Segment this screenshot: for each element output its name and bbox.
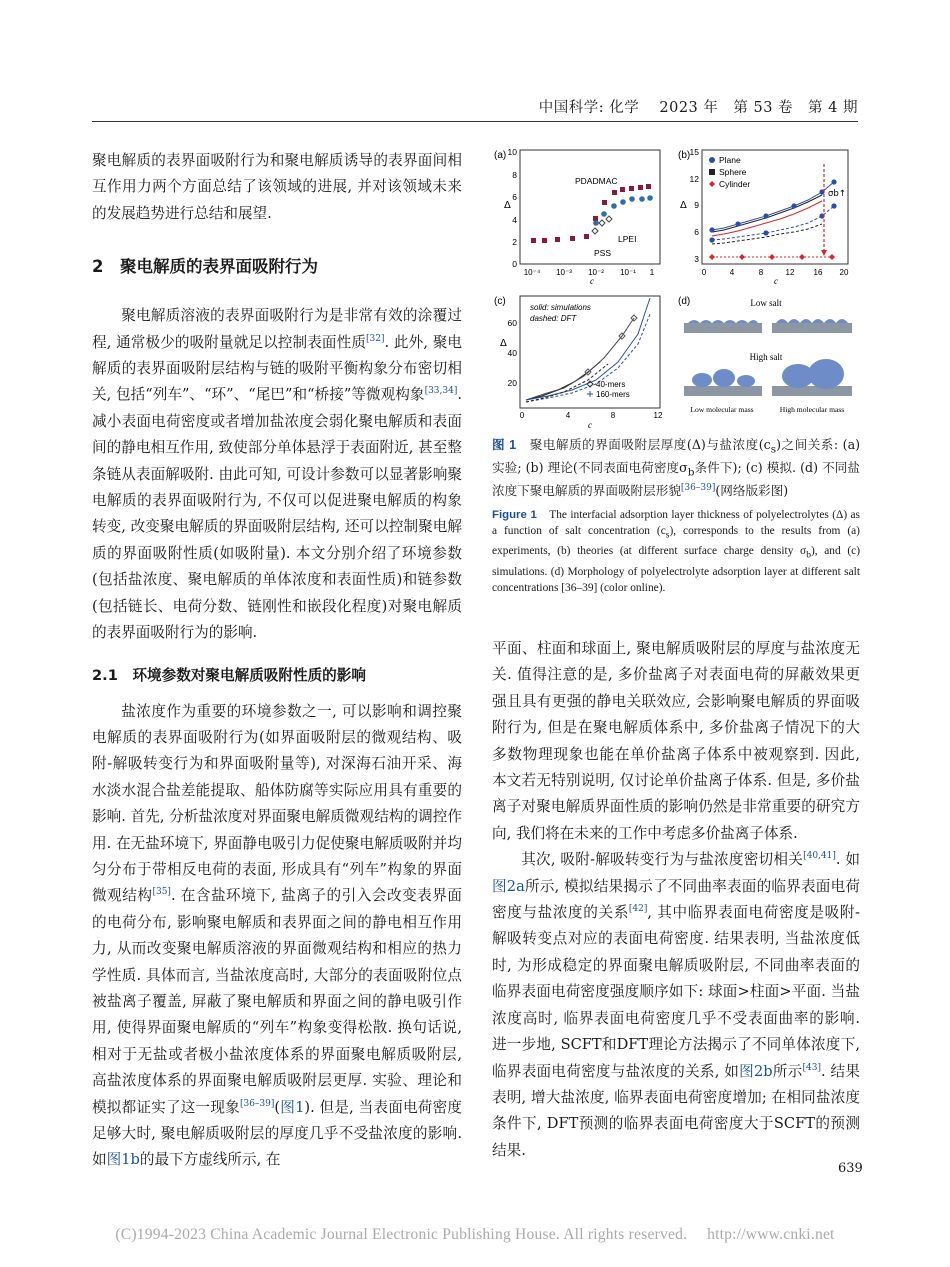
x-tick: 0 bbox=[519, 411, 525, 420]
substrate bbox=[684, 323, 762, 333]
data-point bbox=[555, 237, 560, 242]
data-point bbox=[612, 190, 617, 195]
subsection-title: 2.1 环境参数对聚电解质吸附性质的影响 bbox=[92, 666, 366, 684]
data-point bbox=[601, 211, 607, 217]
x-tick: 10⁻⁴ bbox=[523, 268, 541, 277]
journal-info: 中国科学: 化学 2023 年 第 53 卷 第 4 期 bbox=[538, 100, 858, 116]
high-salt-high-mass bbox=[772, 359, 852, 396]
y-tick: 6 bbox=[512, 192, 517, 202]
y-tick: 2 bbox=[512, 237, 517, 247]
data-point bbox=[829, 254, 835, 260]
x-tick: 4 bbox=[729, 268, 735, 277]
data-point bbox=[799, 254, 805, 260]
section-title: 2 聚电解质的表界面吸附行为 bbox=[92, 257, 318, 277]
data-point bbox=[791, 203, 796, 208]
y-tick: 6 bbox=[694, 227, 699, 237]
condition-label: High salt bbox=[749, 352, 783, 362]
data-point bbox=[542, 238, 547, 243]
data-point bbox=[592, 228, 598, 234]
data-point bbox=[606, 216, 612, 222]
data-point bbox=[735, 221, 740, 226]
figure-caption-en: Figure 1 The interfacial adsorption layer thickness of polyelectrolytes (Δ) as a function of salt concentration $(c_s)$, corresponds to the results from (a) experiments, (b) theories (at different surface charge density $\sigma_b$), and (c) simulations. (d) Morphology of polyelectrolyte adsorption layer at different salt concentrations [36–39] (color online). bbox=[492, 509, 860, 594]
data-point bbox=[629, 196, 635, 202]
data-point bbox=[629, 186, 634, 191]
x-tick: 10⁻³ bbox=[556, 268, 572, 277]
low-salt-high-mass bbox=[772, 319, 852, 333]
substrate bbox=[772, 386, 852, 396]
mass-label: High molecular mass bbox=[779, 405, 845, 414]
figure-link[interactable]: 图2a bbox=[492, 877, 525, 895]
condition-label: Low salt bbox=[750, 298, 782, 308]
panel-label: (b) bbox=[678, 150, 691, 161]
y-axis-label: Δ bbox=[680, 200, 687, 211]
panel-label: (d) bbox=[678, 296, 691, 307]
x-axis-label: c bbox=[588, 420, 592, 430]
plane-series bbox=[712, 182, 834, 240]
running-header bbox=[92, 92, 858, 122]
plot-frame bbox=[520, 150, 660, 264]
note: solid: simulations bbox=[530, 303, 591, 312]
adsorbed-chain bbox=[688, 320, 758, 323]
figure-1 bbox=[492, 144, 860, 434]
substrate bbox=[684, 386, 762, 396]
legend-label: 160-mers bbox=[596, 390, 630, 399]
panel-c-chart bbox=[492, 290, 670, 430]
series-line bbox=[712, 206, 834, 240]
y-tick: 12 bbox=[689, 174, 699, 184]
annotation: PSS bbox=[594, 248, 612, 258]
data-point bbox=[763, 230, 768, 235]
figure-link[interactable]: 图2b bbox=[739, 1062, 773, 1080]
data-point bbox=[602, 200, 607, 205]
mass-label: Low molecular mass bbox=[690, 405, 754, 414]
data-point bbox=[709, 237, 714, 242]
x-tick: 4 bbox=[565, 411, 571, 420]
data-point bbox=[584, 234, 589, 239]
page-number: 639 bbox=[838, 1161, 863, 1176]
y-tick: 10 bbox=[507, 147, 517, 157]
legend bbox=[587, 380, 630, 399]
y-axis-label: Δ bbox=[500, 338, 507, 349]
sphere-series bbox=[712, 195, 822, 244]
x-tick: 1 bbox=[649, 268, 655, 277]
citation[interactable]: [33,34] bbox=[424, 386, 458, 397]
data-point bbox=[709, 254, 715, 260]
citation[interactable]: [42] bbox=[628, 904, 648, 915]
x-tick: 20 bbox=[839, 268, 849, 277]
x-tick: 16 bbox=[813, 268, 823, 277]
series-line bbox=[526, 314, 650, 402]
legend bbox=[709, 155, 750, 189]
x-tick: 10⁻² bbox=[588, 268, 604, 277]
annotation: σb↑ bbox=[828, 189, 846, 199]
y-tick: 4 bbox=[512, 215, 517, 225]
right-column bbox=[492, 636, 860, 1164]
x-tick: 8 bbox=[758, 268, 764, 277]
panel-label: (a) bbox=[494, 150, 507, 161]
x-axis-label: c bbox=[590, 276, 594, 284]
legend-label: Sphere bbox=[719, 167, 747, 177]
data-point bbox=[599, 220, 605, 226]
data-point bbox=[531, 238, 536, 243]
chain-blob bbox=[808, 359, 844, 389]
x-tick: 12 bbox=[785, 268, 795, 277]
note: dashed: DFT bbox=[530, 314, 577, 323]
y-ticks bbox=[508, 318, 518, 388]
series-line bbox=[712, 182, 834, 230]
chain-blob bbox=[713, 369, 735, 387]
figure-caption-cn: 图 1 聚电解质的界面吸附层厚度(Δ)与盐浓度$(c_s)$之间关系: (a) 实验; (b) 理论(不同表面电荷密度$\sigma_b$条件下); (c) 模拟. (d) 不同盐浓度下聚电解质的界面吸附层形貌[36–39](网络版彩图) bbox=[492, 437, 860, 498]
citation[interactable]: [32] bbox=[366, 333, 385, 344]
y-tick: 8 bbox=[512, 170, 517, 180]
left-column bbox=[92, 148, 462, 1174]
paragraph-1: 聚电解质溶液的表界面吸附行为是非常有效的涂覆过程, 通常极少的吸附量就足以控制表面性质[32]. 此外, 聚电解质的表界面吸附层结构与链的吸附平衡构象分布密切相关, 包括“列车”、“环”、“尾巴”和“桥接”等微观构象[33,34]. 减小表面电荷密度或者增加盐浓度会弱化聚电解质和表面间的静电相互作用, 致使部分单体悬浮于表面附近, 甚至整条链从表面解吸附. 由此可知, 可设计参数可以显著影响聚电解质的表界面吸附行为, 不仅可以促进聚电解质的构象转变, 改变聚电解质的界面吸附层结构, 还可以控制聚电解质的界面吸附性质(如吸附量). 本文分别介绍了环境参数(包括盐浓度、聚电解质的单体浓度和表面性质)和链参数(包括链长、电荷分数、链刚性和嵌段化程度)对聚电解质的表界面吸附行为的影响. bbox=[92, 307, 463, 642]
paragraph-4: 其次, 吸附-解吸转变行为与盐浓度密切相关[40,41]. 如图2a所示, 模拟结果揭示了不同曲率表面的临界表面电荷密度与盐浓度的关系[42], 其中临界表面电荷密度是吸附-解吸转变点对应的表面电荷密度. 结果表明, 当盐浓度低时, 为形成稳定的界面聚电解质吸附层, 不同曲率表面的临界表面电荷密度强度顺序如下: 球面>柱面>平面. 当盐浓度高时, 临界表面电荷密度几乎不受表面曲率的影响. 进一步地, SCFT和DFT理论方法揭示了不同单体浓度下, 临界表面电荷密度与盐浓度的关系, 如图2b所示[43]. 结果表明, 增大盐浓度, 临界表面电荷密度增加; 在相同盐浓度条件下, DFT预测的临界表面电荷密度大于SCFT的预测结果. bbox=[492, 851, 860, 1159]
data-point bbox=[646, 184, 651, 189]
y-tick: 40 bbox=[507, 348, 517, 358]
data-point bbox=[831, 203, 836, 208]
y-tick: 60 bbox=[507, 318, 517, 328]
citation[interactable]: [43] bbox=[802, 1062, 822, 1073]
data-point bbox=[709, 227, 714, 232]
figure-link[interactable]: 图1b bbox=[106, 1151, 140, 1169]
y-tick: 15 bbox=[689, 147, 699, 157]
caption-label: Figure 1 bbox=[492, 509, 537, 521]
arrow-head bbox=[821, 250, 827, 256]
x-tick: 10⁻¹ bbox=[620, 268, 636, 277]
data-point bbox=[647, 195, 653, 201]
data-point bbox=[739, 254, 745, 260]
paragraph-3: 平面、柱面和球面上, 聚电解质吸附层的厚度与盐浓度无关. 值得注意的是, 多价盐离子对表面电荷的屏蔽效果更强且具有更强的静电关联效应, 会影响聚电解质的界面吸附行为, 但是在聚电解质体系中, 多价盐离子情况下的大多数物理现象也能在单价盐离子体系中被观察到. 因此, 本文若无特别说明, 仅讨论单价盐离子体系. 但是, 多价盐离子对聚电解质界面性质的影响仍然是非常重要的研究方向, 我们将在未来的工作中考虑多价盐离子体系. bbox=[492, 640, 860, 842]
citation[interactable]: [36–39] bbox=[239, 1098, 275, 1109]
y-tick: 0 bbox=[512, 259, 517, 269]
adsorbed-chain bbox=[776, 319, 848, 323]
citation[interactable]: [40,41] bbox=[803, 851, 836, 862]
x-tick: 12 bbox=[653, 411, 663, 420]
chain-blob bbox=[737, 375, 755, 387]
x-tick: 0 bbox=[701, 268, 707, 277]
panel-a-chart bbox=[492, 144, 670, 284]
paragraph-2: 盐浓度作为重要的环境参数之一, 可以影响和调控聚电解质的表界面吸附行为(如界面吸附层的微观结构、吸附-解吸转变行为和界面吸附量等), 对深海石油开采、海水淡水混合盐差能提取、船体防腐等实际应用具有重要的影响. 首先, 分析盐浓度对界面聚电解质微观结构的调控作用. 在无盐环境下, 界面静电吸引力促使聚电解质吸附并均匀分布于带相反电荷的表面, 形成具有“列车”构象的界面微观结构[35]. 在含盐环境下, 盐离子的引入会改变表界面的电荷分布, 影响聚电解质和表界面之间的静电相互作用力, 从而改变聚电解质溶液的界面微观结构和相应的热力学性质. 具体而言, 当盐浓度高时, 大部分的表面吸附位点被盐离子覆盖, 屏蔽了聚电解质和界面之间的静电吸引作用, 使得界面聚电解质的“列车”构象变得松散. 换句话说, 相对于无盐或者极小盐浓度体系的界面聚电解质吸附层, 高盐浓度体系的界面聚电解质吸附层更厚. 实验、理论和模拟都证实了这一现象[36–39](图1). 但是, 当表面电荷密度足够大时, 聚电解质吸附层的厚度几乎不受盐浓度的影响. 如图1b的最下方虚线所示, 在 bbox=[92, 702, 462, 1169]
figure-link[interactable]: 图1 bbox=[280, 1098, 305, 1116]
panel-label: (c) bbox=[494, 296, 506, 307]
data-point bbox=[769, 254, 775, 260]
y-axis-label: Δ bbox=[504, 200, 511, 211]
data-point bbox=[611, 203, 617, 209]
lpei-series bbox=[593, 195, 653, 226]
data-point bbox=[570, 236, 575, 241]
legend-label: Cylinder bbox=[719, 179, 751, 189]
x-ticks bbox=[520, 411, 663, 420]
legend-label: Plane bbox=[719, 155, 741, 165]
sim-points bbox=[585, 315, 637, 375]
data-point bbox=[620, 187, 625, 192]
caption-label: 图 1 bbox=[492, 438, 517, 452]
annotation: PDADMAC bbox=[575, 176, 618, 186]
data-point bbox=[763, 213, 768, 218]
low-salt-low-mass bbox=[684, 320, 762, 333]
data-point bbox=[593, 220, 599, 226]
y-tick: 3 bbox=[694, 254, 699, 264]
citation[interactable]: [36–39] bbox=[680, 482, 716, 493]
legend-marker-cylinder bbox=[709, 181, 715, 187]
annotation: LPEI bbox=[618, 234, 637, 244]
panel-d-illustration bbox=[676, 290, 860, 430]
x-axis-label: c bbox=[774, 276, 778, 284]
data-point bbox=[638, 185, 643, 190]
substrate bbox=[772, 323, 852, 333]
legend-label: 40-mers bbox=[596, 380, 626, 389]
copyright-footer: (C)1994-2023 China Academic Journal Electronic Publishing House. All rights reserved. http://www.cnki.net bbox=[115, 1226, 835, 1243]
high-salt-low-mass bbox=[684, 369, 762, 396]
citation[interactable]: [35] bbox=[152, 887, 171, 898]
y-tick: 20 bbox=[507, 378, 517, 388]
data-point bbox=[620, 199, 626, 205]
intro-paragraph: 聚电解质的表界面吸附行为和聚电解质诱导的表界面间相互作用力两个方面总结了该领域的进展, 并对该领域未来的发展趋势进行总结和展望. bbox=[92, 152, 462, 222]
y-ticks bbox=[690, 147, 700, 264]
x-tick: 8 bbox=[610, 411, 616, 420]
cylinder-series bbox=[712, 201, 832, 257]
data-point bbox=[831, 179, 836, 184]
legend-marker-sphere bbox=[709, 169, 715, 175]
y-tick: 9 bbox=[694, 200, 699, 210]
legend-marker-plane bbox=[709, 157, 715, 163]
chain-blob bbox=[692, 373, 712, 387]
panel-b-chart bbox=[676, 144, 860, 284]
data-point bbox=[639, 196, 645, 202]
